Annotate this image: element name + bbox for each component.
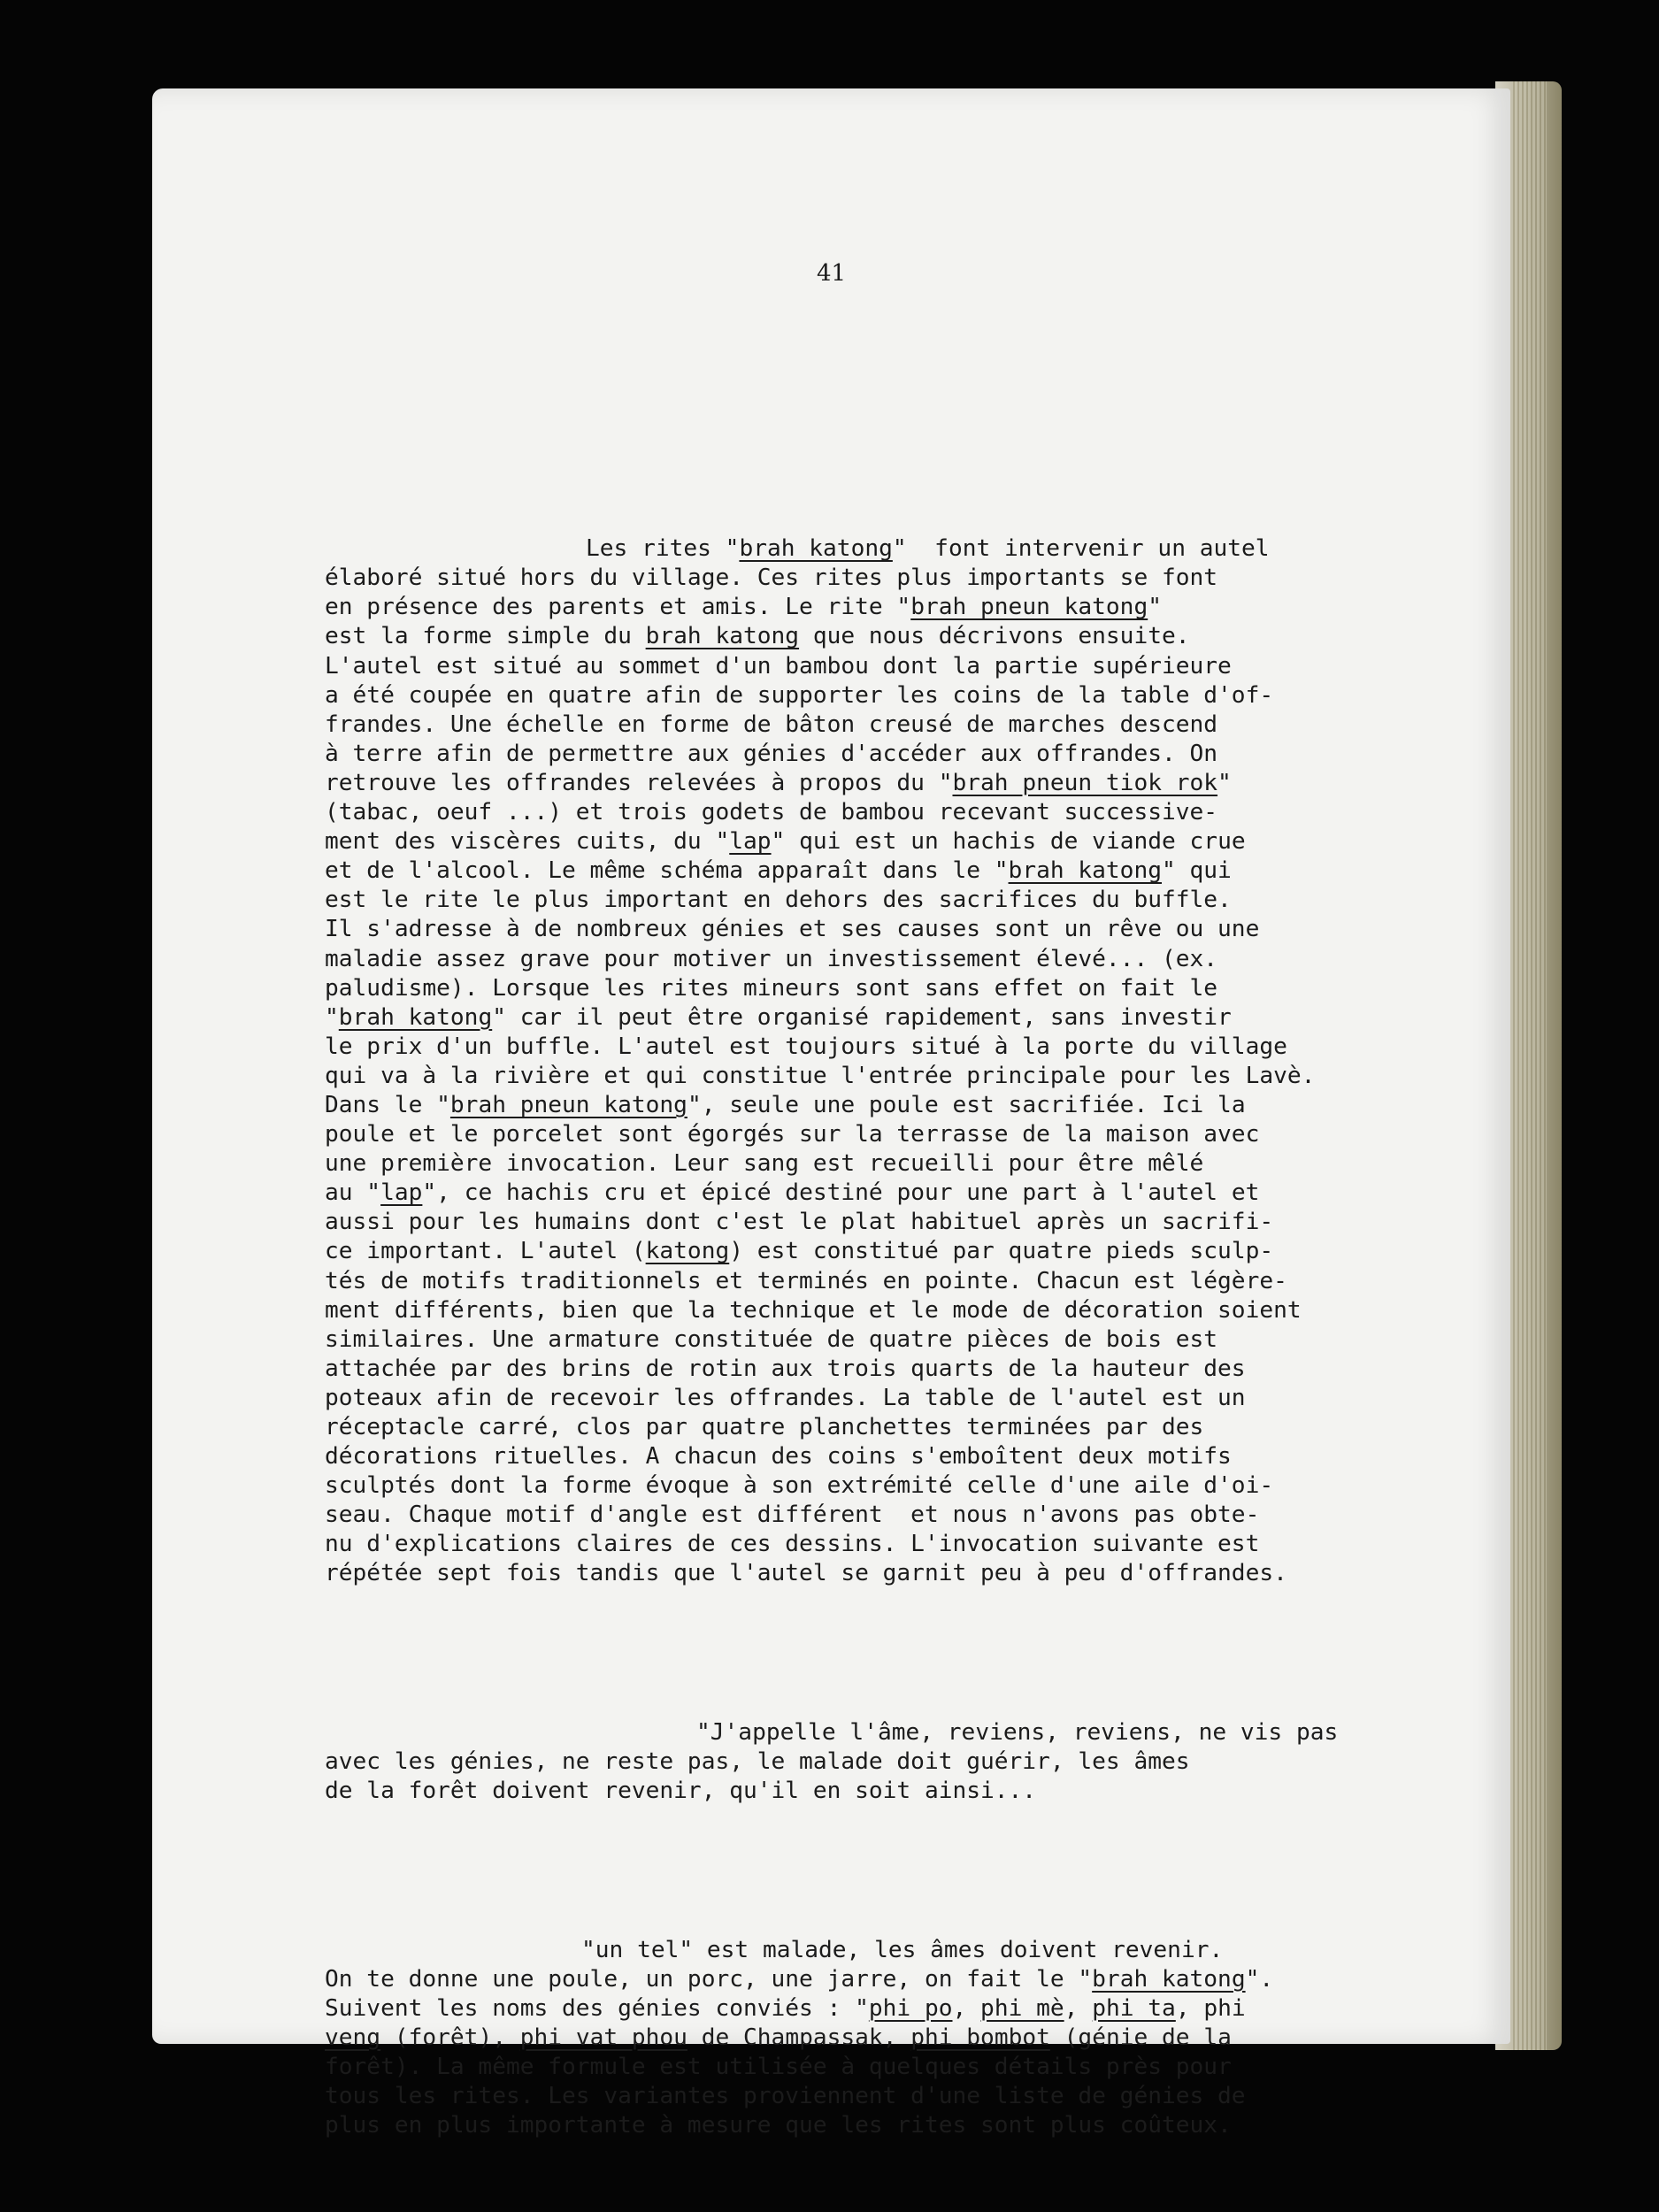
text-line: Dans le "brah pneun katong", seule une poule est sacrifiée. Ici la xyxy=(325,1091,1246,1118)
text-line: ment des viscères cuits, du "lap" qui est un hachis de viande crue xyxy=(325,828,1246,856)
text-line: décorations rituelles. A chacun des coins s'emboîtent deux motifs xyxy=(325,1443,1232,1471)
text-line: poule et le porcelet sont égorgés sur la terrasse de la maison avec xyxy=(325,1121,1260,1148)
text-line: tous les rites. Les variantes proviennent d'une liste de génies de xyxy=(325,2083,1246,2110)
text-line: Il s'adresse à de nombreux génies et ses causes sont un rêve ou une xyxy=(325,916,1260,943)
paragraph-altar-rites xyxy=(325,534,1391,1588)
text-line: veng (forêt), phi vat phou de Champassak, phi bombot (génie de la xyxy=(325,2024,1232,2051)
text-line: "un tel" est malade, les âmes doivent revenir. xyxy=(581,1936,1224,1963)
text-line: plus en plus importante à mesure que les rites sont plus coûteux. xyxy=(325,2112,1232,2139)
text-line: aussi pour les humains dont c'est le plat habituel après un sacrifi- xyxy=(325,1209,1274,1236)
paragraph-genies-list xyxy=(325,1936,1391,2141)
page-body-text xyxy=(325,476,1391,2170)
text-line: a été coupée en quatre afin de supporter les coins de la table d'of- xyxy=(325,681,1274,709)
text-line: sculptés dont la forme évoque à son extrémité celle d'une aile d'oi- xyxy=(325,1472,1274,1500)
text-line: Les rites "brah katong" font intervenir un autel xyxy=(586,535,1270,563)
text-line: similaires. Une armature constituée de quatre pièces de bois est xyxy=(325,1325,1218,1353)
text-line: est le rite le plus important en dehors des sacrifices du buffle. xyxy=(325,887,1232,914)
text-line: seau. Chaque motif d'angle est différent et nous n'avons pas obte- xyxy=(325,1502,1260,1529)
text-line: paludisme). Lorsque les rites mineurs sont sans effet on fait le xyxy=(325,974,1218,1002)
text-line: de la forêt doivent revenir, qu'il en soit ainsi... xyxy=(325,1778,1037,1805)
text-line: réceptacle carré, clos par quatre planchettes terminées par des xyxy=(325,1414,1204,1440)
text-line: On te donne une poule, un porc, une jarre, on fait le "brah katong". xyxy=(325,1965,1274,1993)
text-line: à terre afin de permettre aux génies d'accéder aux offrandes. On xyxy=(325,740,1218,767)
text-line: élaboré situé hors du village. Ces rites plus importants se font xyxy=(325,565,1218,592)
text-line: (tabac, oeuf ...) et trois godets de bambou recevant successive- xyxy=(325,799,1218,826)
text-line: ce important. L'autel (katong) est constitué par quatre pieds sculp- xyxy=(325,1238,1274,1265)
text-line: poteaux afin de recevoir les offrandes. La table de l'autel est un xyxy=(325,1384,1246,1411)
text-line: tés de motifs traditionnels et terminés en pointe. Chacun est légère- xyxy=(325,1267,1287,1294)
text-line: et de l'alcool. Le même schéma apparaît dans le "brah katong" qui xyxy=(325,857,1232,885)
text-line: répétée sept fois tandis que l'autel se garnit peu à peu d'offrandes. xyxy=(325,1560,1287,1587)
text-line: maladie assez grave pour motiver un investissement élevé... (ex. xyxy=(325,945,1218,972)
text-line: une première invocation. Leur sang est recueilli pour être mêlé xyxy=(325,1150,1204,1178)
text-line: nu d'explications claires de ces dessins. L'invocation suivante est xyxy=(325,1531,1260,1558)
text-line: avec les génies, ne reste pas, le malade doit guérir, les âmes xyxy=(325,1748,1190,1776)
text-line: au "lap", ce hachis cru et épicé destiné pour une part à l'autel et xyxy=(325,1179,1260,1207)
page-number: 41 xyxy=(816,260,847,287)
text-line: qui va à la rivière et qui constitue l'entrée principale pour les Lavè. xyxy=(325,1062,1316,1089)
text-line: "brah katong" car il peut être organisé rapidement, sans investir xyxy=(325,1003,1232,1031)
text-line: est la forme simple du brah katong que nous décrivons ensuite. xyxy=(325,623,1190,650)
text-line: L'autel est situé au sommet d'un bambou dont la partie supérieure xyxy=(325,652,1232,680)
text-line: frandes. Une échelle en forme de bâton creusé de marches descend xyxy=(325,710,1218,738)
text-line: Suivent les noms des génies conviés : "phi po, phi mè, phi ta, phi xyxy=(325,1994,1246,2022)
invocation-quote xyxy=(325,1718,1391,1806)
text-line: "J'appelle l'âme, reviens, reviens, ne vis pas xyxy=(696,1718,1339,1746)
text-line: forêt). La même formule est utilisée à quelques détails près pour xyxy=(325,2053,1232,2080)
text-line: le prix d'un buffle. L'autel est toujours situé à la porte du village xyxy=(325,1033,1287,1060)
text-line: en présence des parents et amis. Le rite "brah pneun katong" xyxy=(325,594,1162,621)
text-line: retrouve les offrandes relevées à propos du "brah pneun tiok rok" xyxy=(325,769,1232,796)
text-line: ment différents, bien que la technique et le mode de décoration soient xyxy=(325,1296,1302,1324)
text-line: attachée par des brins de rotin aux trois quarts de la hauteur des xyxy=(325,1355,1246,1382)
